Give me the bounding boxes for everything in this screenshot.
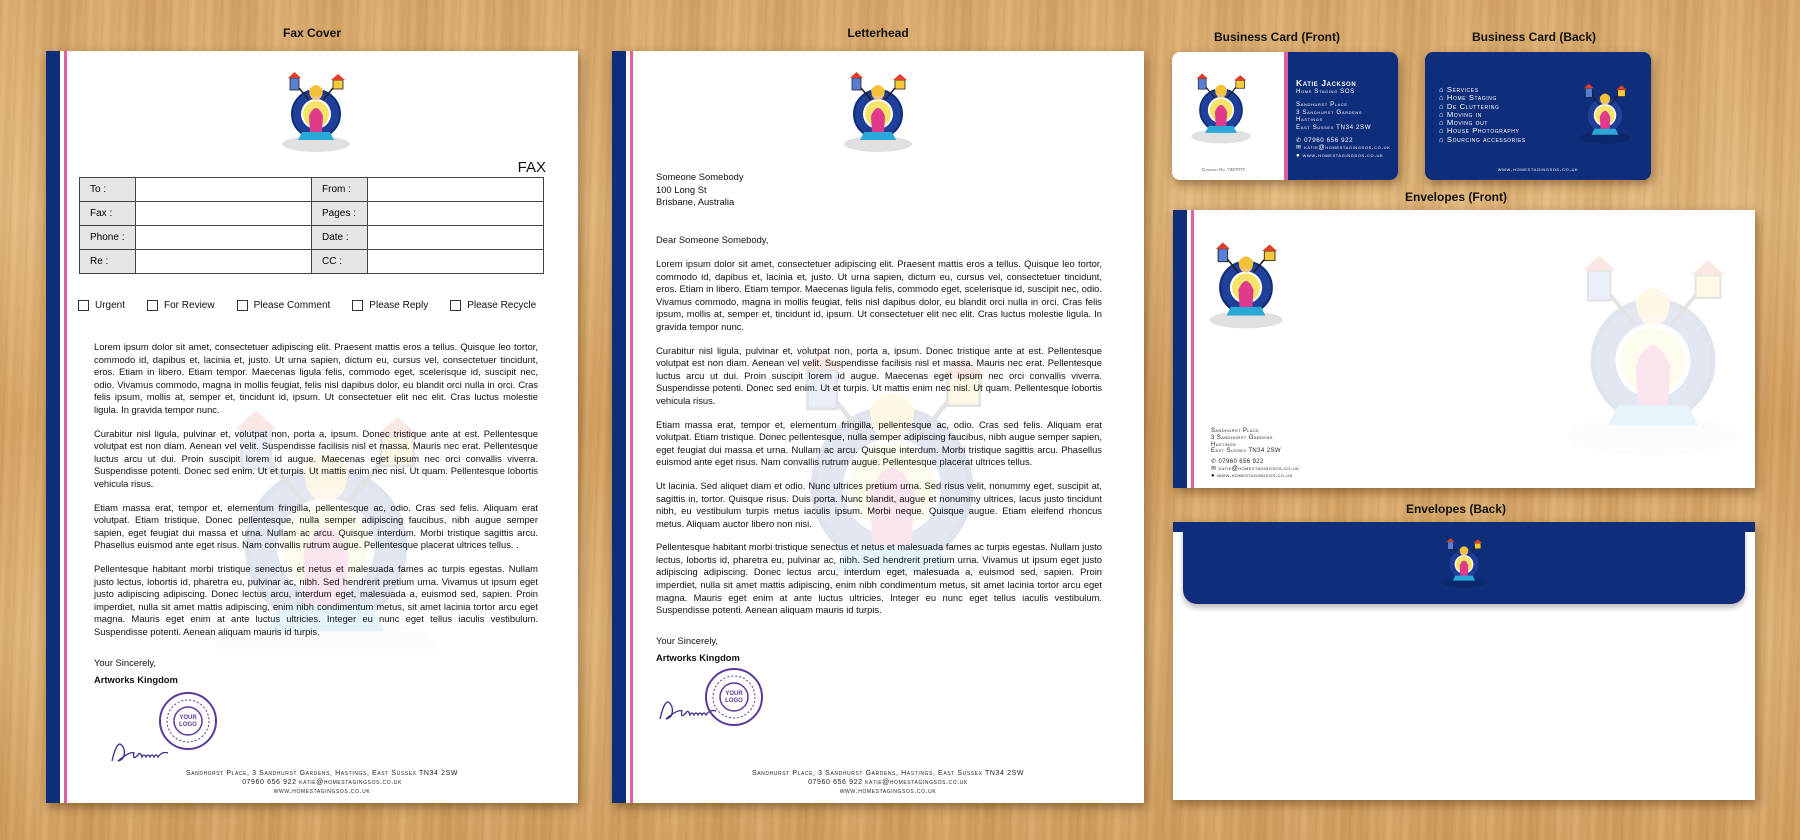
- card-address-3: Hastings: [1296, 116, 1323, 124]
- env-address-4: East Sussex TN34 2SW: [1211, 448, 1281, 455]
- letter-footer: [632, 769, 1144, 796]
- fax-caption: Fax Cover: [282, 26, 342, 40]
- check-please-reply[interactable]: [352, 300, 428, 311]
- card-name: Katie Jackson: [1296, 78, 1357, 88]
- service-item: Home Staging: [1446, 93, 1497, 103]
- home-icon: ⌂: [1439, 101, 1447, 111]
- service-item: Moving in: [1446, 109, 1482, 119]
- check-urgent[interactable]: [78, 300, 125, 311]
- check-label: Urgent: [95, 300, 126, 311]
- service-item: Services: [1446, 85, 1479, 94]
- company-name: Artworks Kingdom: [94, 674, 178, 685]
- checkbox[interactable]: [237, 300, 248, 311]
- check-label: Please Recycle: [467, 300, 537, 311]
- env-email: katie@homestagingsos.co.uk: [1218, 465, 1300, 472]
- check-please-recycle[interactable]: [450, 300, 536, 311]
- side-stripe: [46, 51, 60, 803]
- closing: Your Sincerely,: [656, 635, 719, 646]
- side-stripe: [1173, 210, 1187, 488]
- from-label: From :: [312, 178, 368, 202]
- footer-web: www.homestagingsos.co.uk: [273, 788, 371, 795]
- side-stripe-accent: [630, 51, 633, 803]
- paragraph: Pellentesque habitant morbi tristique senectus et netus et malesuada fames ac turpis egestas. Nullam justo lectus, lobortis id, pharetra eu, pulvinar ac, nibh. Sed hendrerit pretium urna. Vivamus ut ipsum eget justo adipiscing adipiscing. Donec lectus arcu, interdum eget, malesuada a, euismod sed, sapien. Proin imperdiet, nulla sit amet mattis adipiscing, enim nibh condimentum metus, sit amet lacinia tortor arcu eget magna. Mauris eget enim at ante luctus ultricies. Integer eu nunc eget tellus iaculis vestibulum. Suspendisse potenti. Aenean aliquam mauris id turpis.: [94, 562, 538, 637]
- paragraph: Etiam massa erat, tempor et, elementum fringilla, pellentesque ac, odio. Cras sed felis. Aliquam erat volutpat. Etiam tristique. Donec pellentesque, nulla semper adipiscing faucibus, nibh augue semper sapien, eget feugiat dui massa et urna. Nullam ac arcu. Quisque interdum. Morbi tristique sagittis arcu. Phasellus euismod ante eget risus. Nam convallis rutrum augue. Pellentesque placerat ultrices tellus. .: [94, 501, 538, 551]
- service-item: De Cluttering: [1446, 101, 1500, 111]
- recipient-street: 100 Long St: [656, 183, 707, 195]
- side-stripe: [612, 51, 626, 803]
- fax-body: [94, 341, 538, 649]
- card-address-1: Sandhurst Place: [1296, 101, 1348, 109]
- pages-label: Pages :: [312, 202, 368, 226]
- envelope-front: [1173, 210, 1755, 488]
- salutation: Dear Someone Somebody,: [656, 234, 769, 245]
- fax-cover-sheet: [46, 51, 578, 803]
- logo-icon: [1203, 226, 1289, 334]
- env-address-1: Sandhurst Place: [1211, 428, 1260, 434]
- footer-address: Sandhurst Place, 3 Sandhurst Gardens, Hastings, East Sussex TN34 2SW: [185, 770, 459, 777]
- home-icon: ⌂: [1439, 109, 1447, 119]
- letterhead-caption: Letterhead: [847, 26, 909, 40]
- letter-signoff: [656, 635, 740, 663]
- side-stripe-accent: [1191, 210, 1194, 488]
- checkbox[interactable]: [78, 300, 89, 311]
- env-web: www.homestagingsos.co.uk: [1217, 472, 1293, 479]
- paragraph: Curabitur nisl ligula, pulvinar et, volutpat non, porta a, ipsum. Donec tristique ante at est. Pellentesque volutpat est non diam. Aenean vel velit. Suspendisse facilisis nisl et massa. Mauris nec erat. Pellentesque luctus arcu ut dui. Proin suscipit lorem id augue. Maecenas eget ipsum nec orci convallis viverra. Suspendisse potenti. Donec sed enim. Ut et turpis. Ut mattis enim nec nisl. Ut quam. Pellentesque lobortis vehicula risus.: [656, 344, 1102, 406]
- re-field[interactable]: [136, 250, 312, 274]
- phone-icon: ✆: [1211, 459, 1219, 466]
- env-address-3: Hastings: [1211, 441, 1237, 448]
- side-stripe-accent: [64, 51, 67, 803]
- business-card-back: [1425, 52, 1651, 180]
- paragraph: Curabitur nisl ligula, pulvinar et, volutpat non, porta a, ipsum. Donec tristique ante at est. Pellentesque volutpat est non diam. Aenean vel velit. Suspendisse facilisis nisl et massa. Mauris nec erat. Pellentesque luctus arcu ut dui. Proin suscipit lorem id augue. Maecenas eget ipsum nec orci convallis viverra. Suspendisse potenti. Donec sed enim. Ut et turpis. Ut mattis enim nec nisl. Ut quam. Pellentesque lobortis vehicula risus.: [94, 427, 538, 489]
- closing: Your Sincerely,: [94, 657, 157, 668]
- footer-contact: 07960 656 922 katie@homestagingsos.co.uk: [808, 779, 968, 786]
- stamp-icon: [158, 691, 218, 756]
- envelope-back: [1173, 522, 1755, 800]
- checkbox[interactable]: [147, 300, 158, 311]
- home-icon: ⌂: [1439, 126, 1447, 136]
- logo-icon: [1575, 72, 1635, 148]
- logo-icon: [276, 57, 356, 157]
- check-label: Please Comment: [253, 300, 331, 311]
- home-icon: ⌂: [1439, 118, 1447, 128]
- fax-label: Fax :: [80, 202, 136, 226]
- re-label: Re :: [80, 250, 136, 274]
- env-address-2: 3 Sandhurst Gardens: [1211, 434, 1273, 441]
- letterhead-sheet: [612, 51, 1144, 803]
- card-address-4: East Sussex TN34 2SW: [1296, 123, 1372, 131]
- phone-field[interactable]: [136, 226, 312, 250]
- paragraph: Pellentesque habitant morbi tristique senectus et netus et malesuada fames ac turpis egestas. Nullam justo lectus, lobortis id, pharetra eu, pulvinar ac, nibh. Sed hendrerit pretium urna. Vivamus ut ipsum eget justo adipiscing adipiscing. Donec lectus arcu, interdum eget, malesuada a, euismod sed, sapien. Proin imperdiet, nulla sit amet mattis adipiscing, enim nibh condimentum metus, sit amet lacinia tortor arcu eget magna. Mauris eget enim at ante luctus ultricies. Integer eu nunc eget tellus iaculis vestibulum. Suspendisse potenti. Aenean aliquam mauris id turpis.: [656, 541, 1102, 616]
- card-company: Home Staging SOS: [1296, 87, 1355, 95]
- check-for-review[interactable]: [147, 300, 215, 311]
- card-back-web: www.homestagingsos.co.uk: [1497, 166, 1579, 173]
- business-card-front: [1172, 52, 1398, 180]
- letter-body: [656, 258, 1102, 628]
- logo-icon: [838, 57, 918, 157]
- fax-footer: [66, 769, 578, 796]
- card-email: katie@homestagingsos.co.uk: [1304, 144, 1391, 152]
- check-label: For Review: [164, 300, 215, 311]
- paragraph: Lorem ipsum dolor sit amet, consectetuer adipiscing elit. Praesent mattis eros a tellus. Quisque leo tortor, commodo id, dapibus et, lacinia et, justo. Ut urna sapien, dictum eu, cursus vel, consectetuer tincidunt, eros. Etiam in libero. Etiam tempor. Maecenas ligula felis, commodo eget, scelerisque id, suscipit nec, odio. Vivamus commodo, magna in mollis feugiat, felis nisl dapibus dolor, eu blandit orci nulla in orci. Cras felis ipsum, mollis at, semper et, tincidunt id, ipsum. Ut consectetuer elit nec elit. Cras luctus molestie ligula. In gravida tempor nunc.: [656, 258, 1102, 332]
- envelope-return-address: [1211, 428, 1299, 480]
- service-item: Sourcing accessories: [1446, 134, 1526, 144]
- fax-field[interactable]: [136, 202, 312, 226]
- fax-signoff: [94, 657, 178, 685]
- recipient-city: Brisbane, Australia: [656, 196, 735, 207]
- to-label: To :: [80, 178, 136, 202]
- paragraph: Etiam massa erat, tempor et, elementum fringilla, pellentesque ac, odio. Cras sed felis. Aliquam erat volutpat. Etiam tristique. Donec pellentesque, nulla semper adipiscing faucibus, nibh augue semper sapien, eget feugiat dui massa et urna. Nullam ac arcu. Quisque interdum. Morbi tristique sagittis arcu. Phasellus euismod ante eget risus. Nam convallis rutrum augue. Pellentesque placerat ultrices tellus.: [656, 418, 1102, 468]
- bc-back-caption: Business Card (Back): [1471, 30, 1597, 44]
- date-field[interactable]: [368, 226, 544, 250]
- service-item: Moving out: [1446, 118, 1489, 128]
- cc-label: CC :: [312, 250, 368, 274]
- checkbox[interactable]: [352, 300, 363, 311]
- home-icon: ⌂: [1439, 93, 1447, 103]
- home-icon: ⌂: [1439, 85, 1447, 94]
- cc-field[interactable]: [368, 250, 544, 274]
- recipient-address: [656, 171, 744, 209]
- service-item: House Photography: [1446, 126, 1520, 136]
- fax-details-table: [79, 177, 544, 274]
- web-icon: ●: [1211, 472, 1218, 479]
- paragraph: Ut lacinia. Sed aliquet diam et odio. Nunc ultrices pretium urna. Sed risus velit, nonummy eget, suscipit at, sagittis in, tortor. Quisque risus. Duis porta. Nunc blandit, augue et nonummy ultrices, lacus justo tincidunt nibh, eu vestibulum turpis metus iaculis ipsum. Morbi neque. Quisque augue. Etiam eleifend rhoncus metus. Aliquam auctor libero non nisi.: [656, 479, 1102, 529]
- check-label: Please Reply: [369, 300, 429, 311]
- company-name: Artworks Kingdom: [656, 652, 740, 663]
- pages-field[interactable]: [368, 202, 544, 226]
- email-icon: ✉: [1211, 465, 1219, 472]
- from-field[interactable]: [368, 178, 544, 202]
- email-icon: ✉: [1296, 144, 1305, 152]
- card-web: www.homestagingsos.co.uk: [1302, 151, 1384, 159]
- logo-icon: [1186, 60, 1256, 148]
- bc-front-details: [1296, 80, 1390, 159]
- paragraph: Lorem ipsum dolor sit amet, consectetuer adipiscing elit. Praesent mattis eros a tellus. Quisque leo tortor, commodo id, dapibus et, lacinia et, justo. Ut urna sapien, dictum eu, cursus vel, consectetuer tincidunt, eros. Etiam in libero. Etiam tempor. Maecenas ligula felis, commodo eget, scelerisque id, suscipit nec, odio. Vivamus commodo, magna in mollis feugiat, felis nisl dapibus dolor, eu blandit orci nulla in orci. Cras felis ipsum, mollis at, semper et, tincidunt id, ipsum. Ut consectetuer elit nec elit. Cras luctus molestie ligula. In gravida tempor nunc.: [94, 341, 538, 415]
- env-phone: 07960 656 922: [1218, 459, 1264, 466]
- phone-label: Phone :: [80, 226, 136, 250]
- footer-address: Sandhurst Place, 3 Sandhurst Gardens, Hastings, East Sussex TN34 2SW: [751, 770, 1025, 777]
- env-front-caption: Envelopes (Front): [1404, 190, 1507, 204]
- stamp-icon: [704, 667, 764, 732]
- to-field[interactable]: [136, 178, 312, 202]
- footer-web: www.homestagingsos.co.uk: [839, 788, 937, 795]
- card-phone: 07960 656 922: [1304, 136, 1354, 144]
- logo-watermark: [1553, 218, 1753, 473]
- recipient-name: Someone Somebody: [656, 171, 744, 182]
- env-back-caption: Envelopes (Back): [1405, 502, 1507, 516]
- bc-front-caption: Business Card (Front): [1213, 30, 1340, 44]
- company-number: Company No. 7457077: [1202, 167, 1245, 172]
- home-icon: ⌂: [1439, 134, 1447, 144]
- checkbox[interactable]: [450, 300, 461, 311]
- services-list: [1439, 86, 1526, 144]
- card-address-2: 3 Sandhurst Gardens: [1296, 108, 1363, 116]
- check-please-comment[interactable]: [237, 300, 331, 311]
- fax-title: FAX: [517, 159, 546, 176]
- phone-icon: ✆: [1296, 136, 1305, 144]
- fax-checkboxes: [78, 300, 558, 311]
- logo-icon: [1439, 528, 1489, 592]
- footer-contact: 07960 656 922 katie@homestagingsos.co.uk: [242, 779, 402, 786]
- date-label: Date :: [312, 226, 368, 250]
- web-icon: ●: [1296, 151, 1303, 159]
